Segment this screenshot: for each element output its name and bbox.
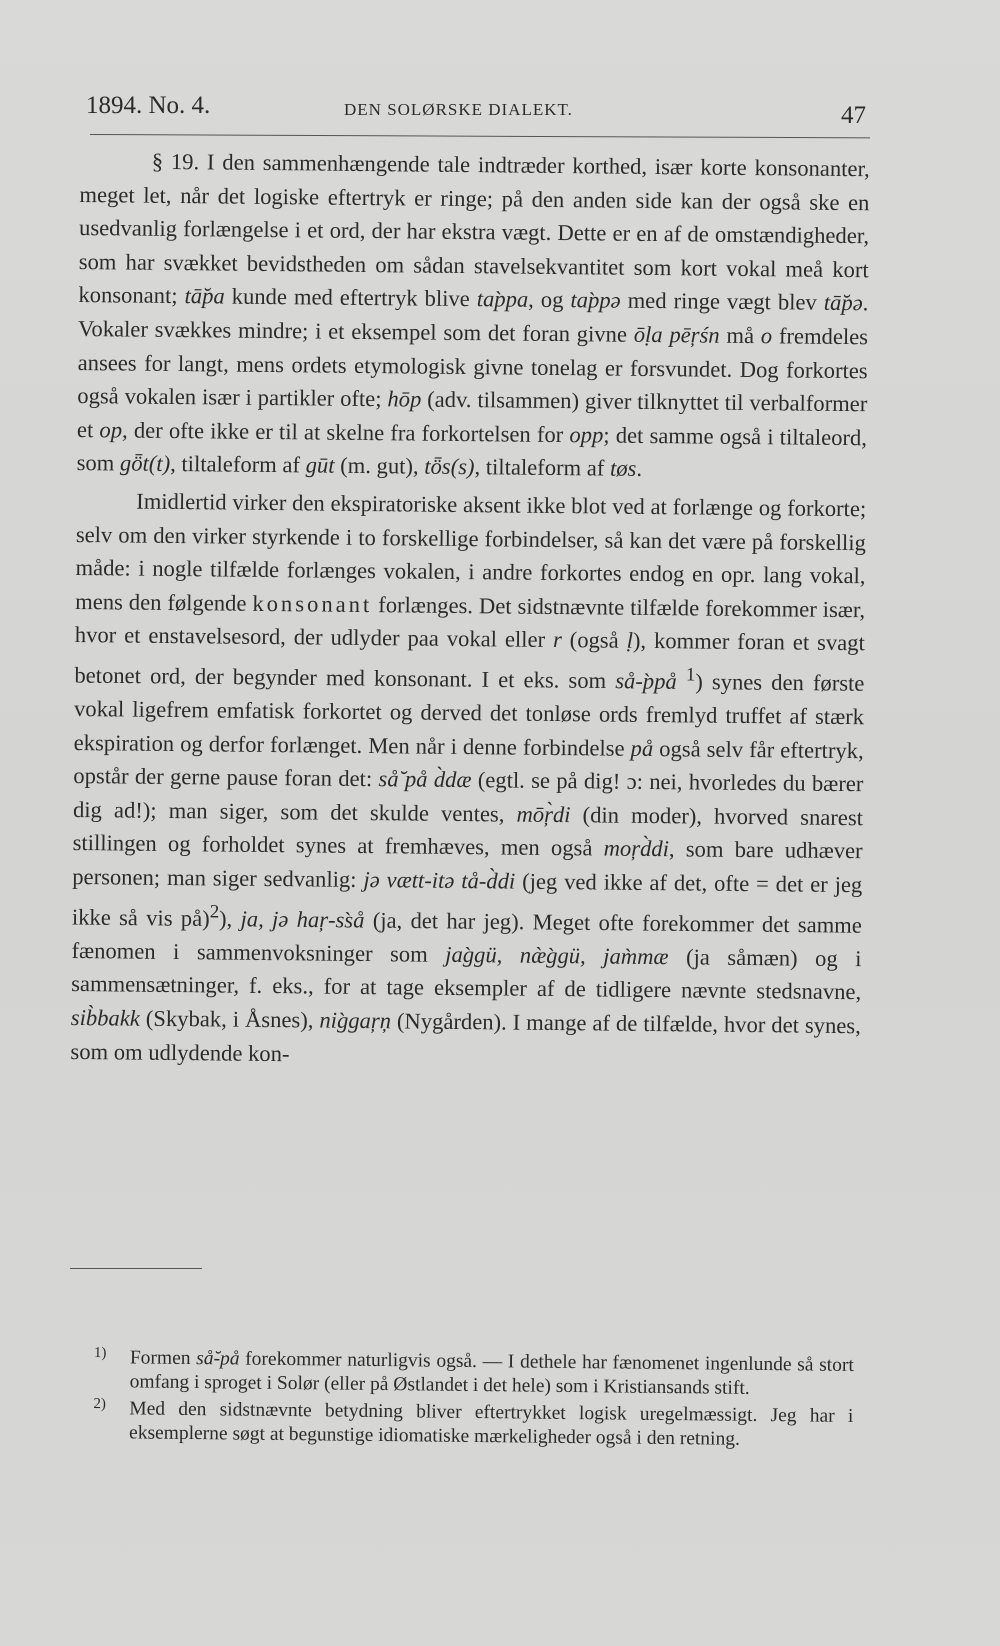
header-rule	[90, 134, 870, 138]
running-header	[86, 82, 866, 132]
footnote-mark: 1)	[93, 1345, 107, 1362]
aksent-paragraph: Imidlertid virker den ekspiratoriske aksent ikke blot ved at forlænge og forkorte; selv om den virker styrkende i to forskellige forbindelser, så kan det være på forskellig måde: i nogle tilfælde forlænges vokalen, i andre forkortes endog en opr. lang vokal, mens den følgende konsonant forlænges. Det sidstnævnte tilfælde forekommer især, hvor et enstavelsesord, der udlyder paa vokal eller r (også ḷ), kommer foran et svagt betonet ord, der begynder med konsonant. I et eks. som så-p̀på $^1$) synes den første vokal ligefrem emfatisk forkortet og derved det tonløse ords fremlyd truffet af stærk ekspiration og derfor forlænget. Men når i denne forbindelse på også selv får eftertryk, opstår der gerne pause foran det: så̆ på d̀dæ (egtl. se på dig! ɔ: nei, hvorledes du bærer dig ad!); man siger, som det skulde ventes, mōŗ̀di (din moder), hvorved snarest stillingen og forholdet synes at fremhæves, men også moŗd̀di, som bare udhæver personen; man siger sedvanlig: jə vætt-itə tå-d̀di (jeg ved ikke af det, ofte = det er jeg ikke så vis på)$^2$), ja, jə haŗ-ss̀å (ja, det har jeg). Meget ofte forekommer det samme fænomen i sammenvoksninger som jag̀gü, næ̀g̀gü, jam̀mæ (ja såmæn) og i sammensætninger, f. eks., for at tage eksempler af de tidligere nævnte stedsnavne, sib̀bakk (Skybak, i Åsnes), nig̀gaŗņ (Nygården). I mange af de tilfælde, hvor det synes, som om udlydende kon-	[70, 488, 867, 1066]
section-19-paragraph: § 19. I den sammenhængende tale indtræder korthed, især korte konsonanter, meget let, når det logiske eftertryk er ringe; på den anden side kan der også ske en usedvanlig forlængelse i et ord, der har ekstra vægt. Dette er en af de omstændigheder, som har svækket bevidstheden om sådan stavelsekvantitet som kort vokal meå kort konsonant; tā̆pa kunde med eftertryk blive tap̀pa, og tap̀pə med ringe vægt blev tā̆pə. Vokaler svækkes mindre; i et eksempel som det foran givne ōḷa pēŗśn må o fremdeles ansees for langt, mens ordets etymologisk givne tonelag er forsvundet. Dog forkortes også vokalen især i partikler ofte; hōp (adv. tilsammen) giver tilknyttet til verbalformer et op, der ofte ikke er til at skelne fra forkortelsen for opp; det samme også i tiltaleord, som gȫt(t), tiltaleform af gūt (m. gut), tȫs(s), tiltaleform af tøs.	[76, 148, 870, 482]
main-text	[70, 144, 870, 1076]
footnote-ref-2: 2	[209, 900, 220, 923]
footnote-rule	[70, 1268, 202, 1269]
footnote-mark: 2)	[93, 1395, 106, 1413]
footnote-ref-1: 1	[685, 664, 696, 686]
running-title: DEN SOLØRSKE DIALEKT.	[344, 100, 573, 119]
page-number: 47	[841, 102, 866, 129]
footnotes	[93, 1346, 854, 1456]
footnote-1: 1) Formen så̆-på forekommer naturligvis også. — I dethele har fænomenet ingenlunde så stort omfang i sproget i Solør (eller på Østlandet i det hele) som i Kristiansands stift.	[94, 1346, 854, 1401]
issue-label: 1894. No. 4.	[86, 92, 211, 119]
footnote-2: 2) Med den sidstnævnte betydning bliver eftertrykket logisk uregelmæssigt. Jeg har i eksemplerne søgt at begunstige idiomatiske mærkeligheder også i den retning.	[93, 1397, 853, 1452]
